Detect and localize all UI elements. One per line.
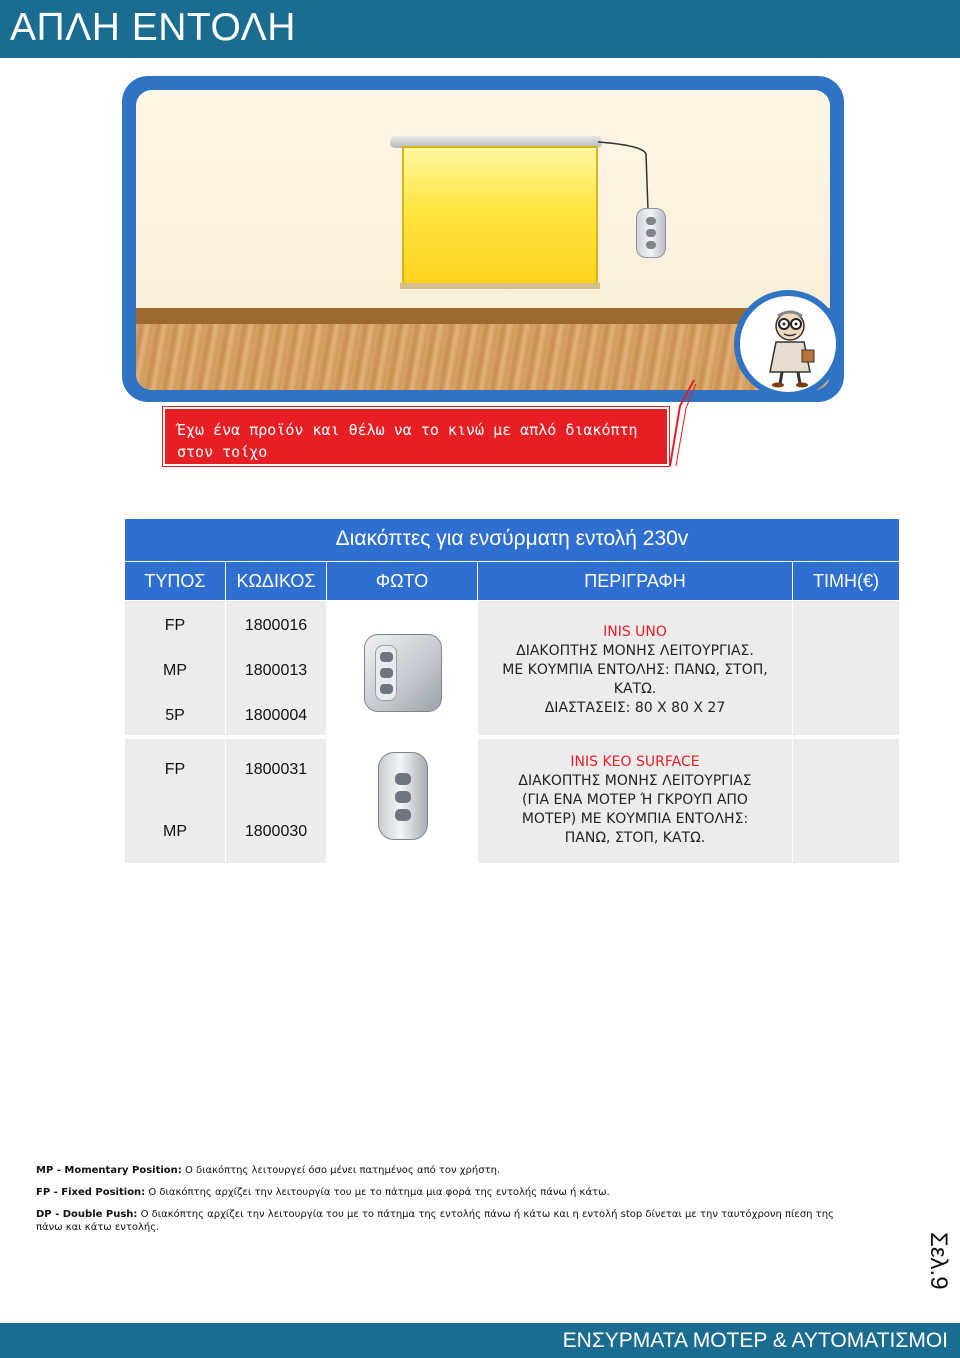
wall-switch-icon (636, 208, 666, 258)
speech-callout (163, 407, 669, 466)
legend-notes (36, 1164, 836, 1243)
product-2-description: INIS KEO SURFACE ΔΙΑΚΟΠΤΗΣ ΜΟΝΗΣ ΛΕΙΤΟΥΡΓΙΑΣ (ΓΙΑ ΕΝΑ ΜΟΤΕΡ Ή ΓΚΡΟΥΠ ΑΠΟ ΜΟΤΕΡ) ΜΕ ΚΟΥΜΠΙΑ ΕΝΤΟΛΗΣ: ΠΑΝΩ, ΣΤΟΠ, ΚΑΤΩ. (478, 753, 792, 848)
page-title: ΑΠΛΗ ΕΝΤΟΛΗ (10, 6, 296, 49)
footer-title: ΕΝΣΥΡΜΑΤΑ ΜΟΤΕΡ & ΑΥΤΟΜΑΤΙΣΜΟΙ (562, 1329, 948, 1352)
product-2-description-cell (478, 739, 792, 863)
speech-text: Έχω ένα προϊόν και θέλω να το κινώ με απλό διακόπτη στον τοίχο (177, 421, 638, 461)
column-header-price: ΤΙΜΗ(€) (793, 562, 899, 600)
page-number: Σελ.9 (925, 1232, 952, 1290)
table-cell-type: MP (163, 823, 187, 840)
table-cell-code: 1800030 (244, 823, 308, 840)
column-header-code: ΚΩΔΙΚΟΣ (226, 562, 326, 600)
note-fixed: FP - Fixed Position: Ο διακόπτης αρχίζει την λειτουργία του με το πάτημα μια φορά της εντολής πάνω ή κάτω. (36, 1187, 610, 1198)
professor-avatar (734, 290, 842, 398)
product-2-price-cell (793, 739, 899, 863)
product-1-description: INIS UNO ΔΙΑΚΟΠΤΗΣ ΜΟΝΗΣ ΛΕΙΤΟΥΡΓΙΑΣ. ΜΕ ΚΟΥΜΠΙΑ ΕΝΤΟΛΗΣ: ΠΑΝΩ, ΣΤΟΠ, ΚΑΤΩ. ΔΙΑΣΤΑΣΕΙΣ: 80 Χ 80 Χ 27 (478, 623, 792, 718)
roller-blind-illustration (402, 146, 598, 286)
product-1-price-cell (793, 601, 899, 735)
callout-pointer (668, 376, 698, 468)
note-double-push: DP - Double Push: Ο διακόπτης αρχίζει την λειτουργία του με το πάτημα της εντολής πάνω ή κάτω και η εντολή stop δίνεται με την ταυτόχρονη πίεση της πάνω και κάτω εντολής. (36, 1209, 834, 1233)
column-header-description: ΠΕΡΙΓΡΑΦΗ (478, 562, 792, 600)
product-1-type-cell (125, 601, 225, 735)
product-name: INIS KEO SURFACE (570, 754, 700, 770)
product-2-code-cell (226, 739, 326, 863)
column-header-type: ΤΥΠΟΣ (125, 562, 225, 600)
wall-switch-square-icon (364, 634, 442, 712)
wooden-floor (136, 324, 830, 390)
table-cell-type: MP (163, 662, 187, 679)
room-scene (136, 90, 830, 390)
column-header-photo: ΦΩΤΟ (327, 562, 477, 600)
table-title: Διακόπτες για ενσύρματη εντολή 230v (335, 527, 689, 550)
note-momentary: MP - Momentary Position: Ο διακόπτης λειτουργεί όσο μένει πατημένος από τον χρήστη. (36, 1165, 501, 1176)
wall-switch-oval-icon (378, 752, 428, 840)
cable-line (596, 134, 656, 214)
table-cell-code: 1800013 (244, 662, 308, 679)
table-cell-type: 5P (165, 707, 185, 724)
professor-icon (760, 306, 820, 388)
table-title-bar (125, 519, 899, 561)
table-cell-type: FP (164, 617, 186, 634)
product-2-type-cell (125, 739, 225, 863)
footer-bar (0, 1323, 960, 1358)
table-cell-code: 1800031 (244, 761, 308, 778)
table-cell-type: FP (164, 761, 186, 778)
product-1-description-cell (478, 601, 792, 735)
blind-bottom-bar (400, 283, 600, 289)
floor-skirting (136, 308, 830, 324)
product-1-code-cell (226, 601, 326, 735)
header-bar (0, 0, 960, 58)
table-cell-code: 1800016 (244, 617, 308, 634)
table-cell-code: 1800004 (244, 707, 308, 724)
product-name: INIS UNO (603, 624, 667, 640)
